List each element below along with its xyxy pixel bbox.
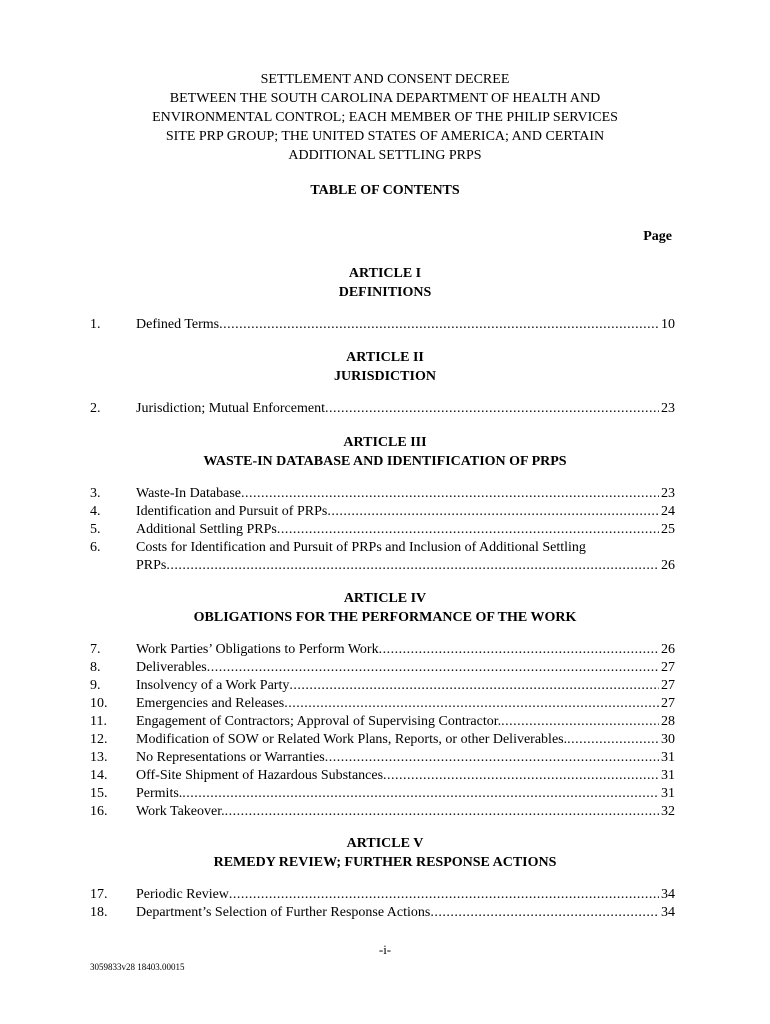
dot-leader [430, 904, 659, 922]
dot-leader [567, 731, 659, 749]
entry-number: 14. [90, 768, 108, 783]
dot-leader [182, 785, 659, 803]
entry-number: 16. [90, 804, 108, 819]
entry-page: 31 [661, 768, 675, 783]
entry-text: Modification of SOW or Related Work Plans, Reports, or other Deliverables. [136, 732, 568, 747]
entry-number: 4. [90, 504, 101, 519]
entry-number: 3. [90, 486, 101, 501]
toc-entries [90, 485, 675, 575]
article-title: DEFINITIONS [338, 285, 432, 300]
entry-number: 17. [90, 887, 108, 902]
dot-leader [166, 557, 659, 575]
entry-page: 26 [661, 558, 675, 573]
article-heading [0, 348, 770, 386]
entry-page: 27 [661, 660, 675, 675]
article-heading [0, 589, 770, 627]
entry-text: Jurisdiction; Mutual Enforcement [136, 401, 325, 416]
entry-text: Work Takeover. [136, 804, 225, 819]
article-number: ARTICLE II [346, 350, 424, 365]
entry-page: 27 [661, 696, 675, 711]
entry-page: 31 [661, 786, 675, 801]
dot-leader [219, 316, 659, 334]
toc-entry[interactable] [90, 503, 675, 521]
toc-entry[interactable] [90, 400, 675, 418]
entry-page: 10 [661, 317, 675, 332]
dot-leader [327, 503, 659, 521]
entry-number: 15. [90, 786, 108, 801]
toc-entries [90, 886, 675, 922]
title-line: ENVIRONMENTAL CONTROL; EACH MEMBER OF THE PHILIP SERVICES [152, 110, 618, 125]
toc-heading: TABLE OF CONTENTS [310, 183, 460, 198]
entry-page: 27 [661, 678, 675, 693]
entry-page: 25 [661, 522, 675, 537]
entry-number: 13. [90, 750, 108, 765]
dot-leader [207, 659, 659, 677]
dot-leader [229, 886, 659, 904]
entry-text: Insolvency of a Work Party [136, 678, 290, 693]
toc-entries [90, 316, 675, 334]
dot-leader [241, 485, 659, 503]
entry-number: 8. [90, 660, 101, 675]
entry-number: 5. [90, 522, 101, 537]
toc-entry[interactable] [90, 539, 675, 575]
dot-leader [225, 803, 659, 821]
entry-page: 23 [661, 401, 675, 416]
entry-page: 24 [661, 504, 675, 519]
toc-entry[interactable] [90, 886, 675, 904]
toc-entry[interactable] [90, 695, 675, 713]
article-title: OBLIGATIONS FOR THE PERFORMANCE OF THE WORK [193, 610, 577, 625]
toc-entry[interactable] [90, 641, 675, 659]
entry-text: Defined Terms [136, 317, 220, 332]
toc-entry[interactable] [90, 803, 675, 821]
entry-text: Deliverables [136, 660, 207, 675]
document-id: 3059833v28 18403.00015 [90, 962, 185, 972]
toc-entry[interactable] [90, 316, 675, 334]
title-line: ADDITIONAL SETTLING PRPS [288, 148, 482, 163]
entry-page: 31 [661, 750, 675, 765]
toc-entry[interactable] [90, 767, 675, 785]
entry-number: 9. [90, 678, 101, 693]
article-title: WASTE-IN DATABASE AND IDENTIFICATION OF PRPS [203, 454, 567, 469]
entry-page: 30 [661, 732, 675, 747]
entry-page: 26 [661, 642, 675, 657]
entry-number: 18. [90, 905, 108, 920]
dot-leader [284, 695, 659, 713]
page-number: -i- [378, 942, 392, 957]
entry-text: Work Parties’ Obligations to Perform Work [136, 642, 379, 657]
entry-page: 32 [661, 804, 675, 819]
article-number: ARTICLE V [346, 836, 424, 851]
entry-number: 7. [90, 642, 101, 657]
article-number: ARTICLE I [348, 266, 422, 281]
entry-text: Emergencies and Releases [136, 696, 285, 711]
toc-entry[interactable] [90, 749, 675, 767]
entry-text: Periodic Review [136, 887, 229, 902]
entry-text: Additional Settling PRPs [136, 522, 277, 537]
dot-leader [501, 713, 659, 731]
dot-leader [383, 767, 659, 785]
dot-leader [325, 400, 659, 418]
entry-text: Identification and Pursuit of PRPs [136, 504, 328, 519]
entry-text-continued: PRPs [136, 558, 167, 573]
article-number: ARTICLE III [343, 435, 427, 450]
entry-number: 10. [90, 696, 108, 711]
title-line: SETTLEMENT AND CONSENT DECREE [260, 72, 510, 87]
toc-entry[interactable] [90, 659, 675, 677]
toc-entry[interactable] [90, 785, 675, 803]
entry-number: 11. [90, 714, 107, 729]
toc-entry[interactable] [90, 731, 675, 749]
toc-entries [90, 641, 675, 821]
toc-entry[interactable] [90, 677, 675, 695]
entry-number: 6. [90, 540, 101, 555]
title-line: SITE PRP GROUP; THE UNITED STATES OF AMERICA; AND CERTAIN [165, 129, 605, 144]
toc-entry[interactable] [90, 521, 675, 539]
toc-entry[interactable] [90, 904, 675, 922]
dot-leader [277, 521, 659, 539]
page-column-label: Page [643, 229, 672, 244]
entry-text: Permits. [136, 786, 183, 801]
entry-page: 34 [661, 887, 675, 902]
entry-page: 28 [661, 714, 675, 729]
entry-page: 23 [661, 486, 675, 501]
article-title: REMEDY REVIEW; FURTHER RESPONSE ACTIONS [213, 855, 557, 870]
entry-text: Off-Site Shipment of Hazardous Substances [136, 768, 384, 783]
title-line: BETWEEN THE SOUTH CAROLINA DEPARTMENT OF HEALTH AND [169, 91, 601, 106]
article-heading [0, 264, 770, 302]
article-heading [0, 433, 770, 471]
entry-text: Costs for Identification and Pursuit of PRPs and Inclusion of Additional Settling [136, 540, 586, 555]
entry-text: Department’s Selection of Further Response Actions [136, 905, 431, 920]
dot-leader [379, 641, 659, 659]
entry-text: No Representations or Warranties [136, 750, 325, 765]
entry-text: Engagement of Contractors; Approval of Supervising Contractor. [136, 714, 502, 729]
entry-number: 12. [90, 732, 108, 747]
entry-text: Waste-In Database [136, 486, 241, 501]
toc-entries [90, 400, 675, 418]
entry-number: 2. [90, 401, 101, 416]
dot-leader [325, 749, 659, 767]
toc-entry[interactable] [90, 713, 675, 731]
article-title: JURISDICTION [334, 369, 436, 384]
entry-page: 34 [661, 905, 675, 920]
toc-entry[interactable] [90, 485, 675, 503]
article-heading [0, 834, 770, 872]
article-number: ARTICLE IV [343, 591, 427, 606]
entry-number: 1. [90, 317, 101, 332]
document-title [0, 70, 770, 165]
dot-leader [289, 677, 659, 695]
